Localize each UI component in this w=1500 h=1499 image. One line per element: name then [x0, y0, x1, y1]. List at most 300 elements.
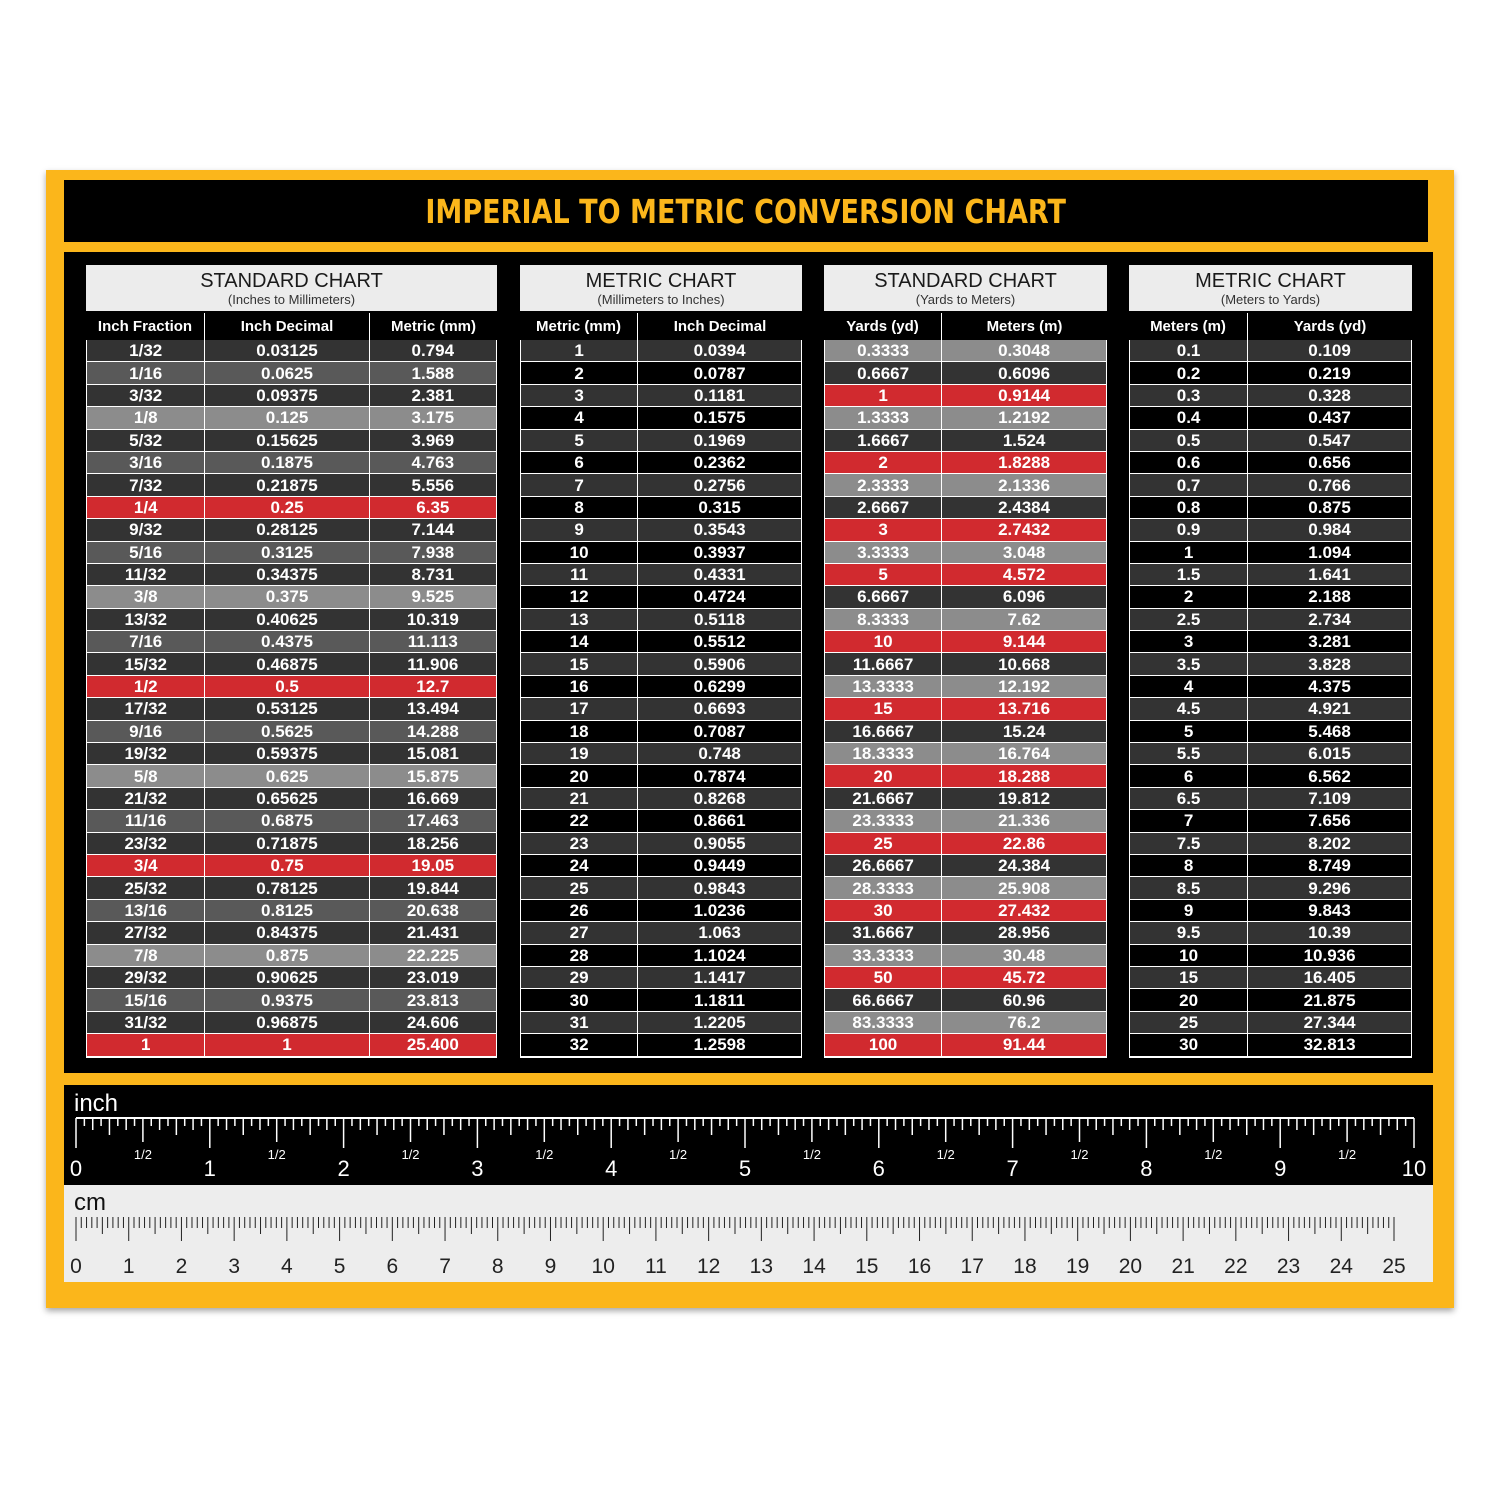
- table-subtitle: (Millimeters to Inches): [597, 292, 725, 307]
- table-cell: 1.0236: [637, 900, 801, 921]
- table-row: [87, 1034, 496, 1056]
- table-cell: 9/32: [87, 519, 204, 540]
- table-row: [1130, 877, 1411, 899]
- table-cell: 2: [521, 362, 637, 383]
- table-cell: 0.4331: [637, 564, 801, 585]
- table-cell: 26.6667: [825, 855, 941, 876]
- table-row: [87, 833, 496, 855]
- half-inch-label: 1/2: [401, 1147, 420, 1162]
- inch-number: 2: [337, 1156, 350, 1181]
- table-row: [87, 564, 496, 586]
- cm-number: 21: [1171, 1255, 1195, 1278]
- table-cell: 0.4724: [637, 586, 801, 607]
- table-cell: 0.4375: [204, 631, 368, 652]
- table-cell: 0.3333: [825, 340, 941, 361]
- table-row: [521, 519, 801, 541]
- table-cell: 1.588: [369, 362, 496, 383]
- table-cell: 0.766: [1247, 474, 1411, 495]
- table-cell: 0.3125: [204, 542, 368, 563]
- table-cell: 0.6299: [637, 676, 801, 697]
- table-row: [521, 877, 801, 899]
- cm-number: 24: [1329, 1255, 1353, 1278]
- column-header: Inch Fraction: [86, 313, 204, 340]
- table-cell: 0.3937: [637, 542, 801, 563]
- table-cell: 3.5: [1130, 653, 1247, 674]
- table-cell: 10: [1130, 945, 1247, 966]
- table-row: [521, 653, 801, 675]
- table-cell: 20.638: [369, 900, 496, 921]
- table-row: [1130, 430, 1411, 452]
- table-cell: 0.9055: [637, 833, 801, 854]
- table-cell: 0.794: [369, 340, 496, 361]
- table-row: [825, 609, 1106, 631]
- inch-number: 10: [1401, 1156, 1427, 1181]
- table-cell: 5.5: [1130, 743, 1247, 764]
- table-cell: 0.46875: [204, 653, 368, 674]
- table-cell: 0.34375: [204, 564, 368, 585]
- table-row: [825, 385, 1106, 407]
- table-cell: 27: [521, 922, 637, 943]
- table-cell: 0.71875: [204, 833, 368, 854]
- table-cell: 25: [1130, 1012, 1247, 1033]
- table-cell: 0.9144: [941, 385, 1106, 406]
- cm-number: 3: [228, 1255, 241, 1278]
- cm-number: 8: [491, 1255, 504, 1278]
- inch-number: 8: [1140, 1156, 1153, 1181]
- table-row: [521, 698, 801, 720]
- table-cell: 23.813: [369, 989, 496, 1010]
- table-cell: 3: [521, 385, 637, 406]
- table-cell: 9.843: [1247, 900, 1411, 921]
- table-row: [825, 900, 1106, 922]
- table-cell: 1/16: [87, 362, 204, 383]
- table-cell: 2.381: [369, 385, 496, 406]
- table-cell: 20: [1130, 989, 1247, 1010]
- table-cell: 5/8: [87, 765, 204, 786]
- table-row: [825, 474, 1106, 496]
- table-cell: 23.019: [369, 967, 496, 988]
- table-cell: 9.296: [1247, 877, 1411, 898]
- table-cell: 8: [1130, 855, 1247, 876]
- table-cell: 31: [521, 1012, 637, 1033]
- table-cell: 7/8: [87, 945, 204, 966]
- table-row: [521, 743, 801, 765]
- table-cell: 5: [521, 430, 637, 451]
- table-cell: 1.094: [1247, 542, 1411, 563]
- table-cell: 10: [825, 631, 941, 652]
- table-cell: 9/16: [87, 721, 204, 742]
- cm-number: 14: [802, 1255, 826, 1278]
- table-cell: 0.40625: [204, 609, 368, 630]
- table-cell: 24: [521, 855, 637, 876]
- table-cell: 0.5118: [637, 609, 801, 630]
- table-row: [1130, 945, 1411, 967]
- table-cell: 4: [521, 407, 637, 428]
- table-row: [1130, 855, 1411, 877]
- cm-number: 4: [281, 1255, 293, 1278]
- table-row: [87, 340, 496, 362]
- inch-ruler-label: inch: [74, 1090, 119, 1117]
- half-inch-label: 1/2: [936, 1147, 955, 1162]
- table-heading: [1129, 265, 1412, 311]
- cm-number: 22: [1224, 1255, 1248, 1278]
- table-cell: 28: [521, 945, 637, 966]
- table-cell: 0.0394: [637, 340, 801, 361]
- table-cell: 6.35: [369, 497, 496, 518]
- table-cell: 0.125: [204, 407, 368, 428]
- table-row: [1130, 989, 1411, 1011]
- table-row: [521, 900, 801, 922]
- inch-number: 7: [1006, 1156, 1019, 1181]
- table-row: [825, 497, 1106, 519]
- table-cell: 30: [521, 989, 637, 1010]
- table-row: [1130, 721, 1411, 743]
- table-cell: 15/32: [87, 653, 204, 674]
- table-row: [521, 676, 801, 698]
- table-cell: 13/32: [87, 609, 204, 630]
- table-cell: 10.39: [1247, 922, 1411, 943]
- table-cell: 7: [1130, 810, 1247, 831]
- table-cell: 4.375: [1247, 676, 1411, 697]
- table-cell: 13.494: [369, 698, 496, 719]
- table-row: [521, 810, 801, 832]
- table-cell: 14: [521, 631, 637, 652]
- table-cell: 2.188: [1247, 586, 1411, 607]
- table-cell: 3.3333: [825, 542, 941, 563]
- table-cell: 8.3333: [825, 609, 941, 630]
- table-row: [825, 788, 1106, 810]
- table-cell: 1.641: [1247, 564, 1411, 585]
- table-row: [521, 497, 801, 519]
- table-cell: 10: [521, 542, 637, 563]
- table-cell: 20: [521, 765, 637, 786]
- table-cell: 15: [825, 698, 941, 719]
- table-row: [521, 967, 801, 989]
- cm-number: 23: [1276, 1255, 1301, 1278]
- table-cell: 0.7874: [637, 765, 801, 786]
- cm-number: 18: [1013, 1255, 1037, 1278]
- table-row: [521, 362, 801, 384]
- table-cell: 0.5625: [204, 721, 368, 742]
- column-header: Metric (mm): [520, 313, 637, 340]
- table-cell: 17/32: [87, 698, 204, 719]
- table-cell: 25: [825, 833, 941, 854]
- table-cell: 0.59375: [204, 743, 368, 764]
- table-cell: 1.1811: [637, 989, 801, 1010]
- table-cell: 27.344: [1247, 1012, 1411, 1033]
- table-cell: 13.716: [941, 698, 1106, 719]
- table-cell: 5/32: [87, 430, 204, 451]
- table-row: [521, 1012, 801, 1034]
- table-cell: 1.1024: [637, 945, 801, 966]
- table-cell: 8: [521, 497, 637, 518]
- table-cell: 0.65625: [204, 788, 368, 809]
- table-cell: 1.2205: [637, 1012, 801, 1033]
- cm-number: 17: [960, 1255, 984, 1278]
- table-row: [521, 430, 801, 452]
- cm-number: 5: [333, 1255, 346, 1278]
- table-cell: 76.2: [941, 1012, 1106, 1033]
- table-heading: [86, 265, 497, 311]
- table-subtitle: (Inches to Millimeters): [227, 292, 356, 307]
- table-row: [521, 1034, 801, 1056]
- table-title: STANDARD CHART: [200, 270, 383, 292]
- table-cell: 4.763: [369, 452, 496, 473]
- table-row: [1130, 743, 1411, 765]
- table-cell: 0.5512: [637, 631, 801, 652]
- table-cell: 25: [521, 877, 637, 898]
- table-cell: 7: [521, 474, 637, 495]
- table-row: [825, 362, 1106, 384]
- table-cell: 1.063: [637, 922, 801, 943]
- table-row: [825, 631, 1106, 653]
- table-row: [87, 877, 496, 899]
- table-cell: 0.09375: [204, 385, 368, 406]
- table-cell: 0.8268: [637, 788, 801, 809]
- cm-number: 12: [696, 1255, 721, 1278]
- cm-number: 25: [1382, 1255, 1406, 1278]
- table-cell: 16: [521, 676, 637, 697]
- table-cell: 0.6096: [941, 362, 1106, 383]
- table-cell: 0.15625: [204, 430, 368, 451]
- table-row: [1130, 788, 1411, 810]
- table-cell: 17: [521, 698, 637, 719]
- column-header: Metric (mm): [369, 313, 497, 340]
- table-cell: 31.6667: [825, 922, 941, 943]
- table-cell: 1.3333: [825, 407, 941, 428]
- table-row: [521, 721, 801, 743]
- table-row: [87, 855, 496, 877]
- table-row: [87, 721, 496, 743]
- half-inch-label: 1/2: [1070, 1147, 1089, 1162]
- table-cell: 2.3333: [825, 474, 941, 495]
- table-row: [1130, 586, 1411, 608]
- table-cell: 32: [521, 1034, 637, 1055]
- table-cell: 0.315: [637, 497, 801, 518]
- table-cell: 0.8661: [637, 810, 801, 831]
- conversion-table: [86, 265, 497, 1058]
- table-row: [1130, 407, 1411, 429]
- table-cell: 0.875: [204, 945, 368, 966]
- half-inch-label: 1/2: [133, 1147, 152, 1162]
- table-cell: 18.256: [369, 833, 496, 854]
- table-cell: 3: [1130, 631, 1247, 652]
- table-cell: 0.1575: [637, 407, 801, 428]
- table-cell: 11/32: [87, 564, 204, 585]
- table-cell: 0.219: [1247, 362, 1411, 383]
- table-row: [825, 430, 1106, 452]
- column-headers: [520, 313, 802, 340]
- table-row: [87, 452, 496, 474]
- table-cell: 19.844: [369, 877, 496, 898]
- table-cell: 0.5: [1130, 430, 1247, 451]
- table-cell: 7.109: [1247, 788, 1411, 809]
- table-cell: 30.48: [941, 945, 1106, 966]
- table-cell: 0.1875: [204, 452, 368, 473]
- table-cell: 0.9: [1130, 519, 1247, 540]
- table-cell: 45.72: [941, 967, 1106, 988]
- table-cell: 0.1969: [637, 430, 801, 451]
- inch-number: 0: [69, 1156, 83, 1181]
- table-cell: 1.5: [1130, 564, 1247, 585]
- table-cell: 0.375: [204, 586, 368, 607]
- table-row: [825, 765, 1106, 787]
- table-cell: 1: [1130, 542, 1247, 563]
- inch-number: 3: [471, 1156, 484, 1181]
- table-subtitle: (Yards to Meters): [915, 292, 1016, 307]
- cm-number: 15: [855, 1255, 879, 1278]
- table-cell: 16.669: [369, 788, 496, 809]
- table-cell: 9: [1130, 900, 1247, 921]
- table-cell: 21.336: [941, 810, 1106, 831]
- table-cell: 8.731: [369, 564, 496, 585]
- table-cell: 21.431: [369, 922, 496, 943]
- table-row: [1130, 340, 1411, 362]
- table-cell: 11/16: [87, 810, 204, 831]
- table-row: [1130, 967, 1411, 989]
- table-cell: 9.144: [941, 631, 1106, 652]
- table-cell: 21: [521, 788, 637, 809]
- table-body: [86, 340, 497, 1058]
- table-cell: 5.556: [369, 474, 496, 495]
- table-cell: 13/16: [87, 900, 204, 921]
- table-cell: 9: [521, 519, 637, 540]
- table-cell: 22.225: [369, 945, 496, 966]
- cm-number: 7: [439, 1255, 451, 1278]
- table-row: [1130, 497, 1411, 519]
- cm-number: 11: [645, 1255, 667, 1278]
- table-row: [521, 609, 801, 631]
- table-cell: 0.5906: [637, 653, 801, 674]
- inch-number: 5: [738, 1156, 752, 1181]
- table-cell: 0.5: [204, 676, 368, 697]
- table-row: [87, 676, 496, 698]
- table-cell: 7/32: [87, 474, 204, 495]
- table-row: [825, 653, 1106, 675]
- conversion-table: [824, 265, 1107, 1058]
- column-header: Inch Decimal: [637, 313, 802, 340]
- table-cell: 0.96875: [204, 1012, 368, 1033]
- table-row: [87, 362, 496, 384]
- table-cell: 0.53125: [204, 698, 368, 719]
- table-row: [521, 385, 801, 407]
- table-cell: 1: [521, 340, 637, 361]
- table-row: [87, 765, 496, 787]
- table-cell: 0.3543: [637, 519, 801, 540]
- table-cell: 30: [1130, 1034, 1247, 1055]
- table-cell: 0.84375: [204, 922, 368, 943]
- table-cell: 16.405: [1247, 967, 1411, 988]
- table-row: [825, 833, 1106, 855]
- cm-number: 20: [1118, 1255, 1143, 1278]
- table-cell: 2.7432: [941, 519, 1106, 540]
- table-cell: 0.78125: [204, 877, 368, 898]
- table-row: [521, 989, 801, 1011]
- table-row: [825, 519, 1106, 541]
- table-row: [521, 452, 801, 474]
- table-row: [87, 922, 496, 944]
- table-row: [1130, 676, 1411, 698]
- table-cell: 19/32: [87, 743, 204, 764]
- table-cell: 23/32: [87, 833, 204, 854]
- table-cell: 4: [1130, 676, 1247, 697]
- table-cell: 17.463: [369, 810, 496, 831]
- half-inch-label: 1/2: [1338, 1147, 1357, 1162]
- table-cell: 19: [521, 743, 637, 764]
- table-row: [825, 721, 1106, 743]
- table-cell: 1.1417: [637, 967, 801, 988]
- table-cell: 8.749: [1247, 855, 1411, 876]
- table-row: [87, 586, 496, 608]
- table-cell: 12: [521, 586, 637, 607]
- table-row: [87, 497, 496, 519]
- table-cell: 3.828: [1247, 653, 1411, 674]
- table-heading: [824, 265, 1107, 311]
- table-cell: 5: [1130, 721, 1247, 742]
- table-row: [521, 833, 801, 855]
- table-cell: 0.9375: [204, 989, 368, 1010]
- table-cell: 0.2: [1130, 362, 1247, 383]
- table-cell: 8.5: [1130, 877, 1247, 898]
- cm-ruler: [64, 1185, 1433, 1282]
- table-row: [521, 340, 801, 362]
- table-cell: 0.6: [1130, 452, 1247, 473]
- table-cell: 29/32: [87, 967, 204, 988]
- table-cell: 27/32: [87, 922, 204, 943]
- table-cell: 10.668: [941, 653, 1106, 674]
- table-cell: 0.28125: [204, 519, 368, 540]
- table-row: [1130, 519, 1411, 541]
- table-cell: 3/32: [87, 385, 204, 406]
- table-cell: 4.5: [1130, 698, 1247, 719]
- half-inch-label: 1/2: [669, 1147, 688, 1162]
- table-row: [825, 743, 1106, 765]
- table-cell: 11: [521, 564, 637, 585]
- table-cell: 13.3333: [825, 676, 941, 697]
- column-header: Yards (yd): [1247, 313, 1412, 340]
- table-cell: 3.969: [369, 430, 496, 451]
- cm-number: 2: [175, 1255, 188, 1278]
- table-cell: 8.202: [1247, 833, 1411, 854]
- table-row: [825, 564, 1106, 586]
- table-cell: 0.8: [1130, 497, 1247, 518]
- table-cell: 2: [825, 452, 941, 473]
- table-row: [87, 542, 496, 564]
- table-cell: 2.1336: [941, 474, 1106, 495]
- table-row: [1130, 385, 1411, 407]
- table-row: [521, 855, 801, 877]
- table-row: [1130, 452, 1411, 474]
- table-row: [1130, 542, 1411, 564]
- table-row: [521, 564, 801, 586]
- table-row: [825, 586, 1106, 608]
- table-cell: 0.6693: [637, 698, 801, 719]
- table-cell: 27.432: [941, 900, 1106, 921]
- table-cell: 21.875: [1247, 989, 1411, 1010]
- table-row: [1130, 631, 1411, 653]
- table-cell: 1.6667: [825, 430, 941, 451]
- table-cell: 0.0787: [637, 362, 801, 383]
- table-cell: 0.3048: [941, 340, 1106, 361]
- table-cell: 16.6667: [825, 721, 941, 742]
- table-row: [87, 519, 496, 541]
- table-cell: 2.4384: [941, 497, 1106, 518]
- column-header: Meters (m): [941, 313, 1107, 340]
- cm-number: 9: [544, 1255, 557, 1278]
- table-row: [87, 945, 496, 967]
- inch-number: 6: [872, 1156, 885, 1181]
- table-cell: 0.8125: [204, 900, 368, 921]
